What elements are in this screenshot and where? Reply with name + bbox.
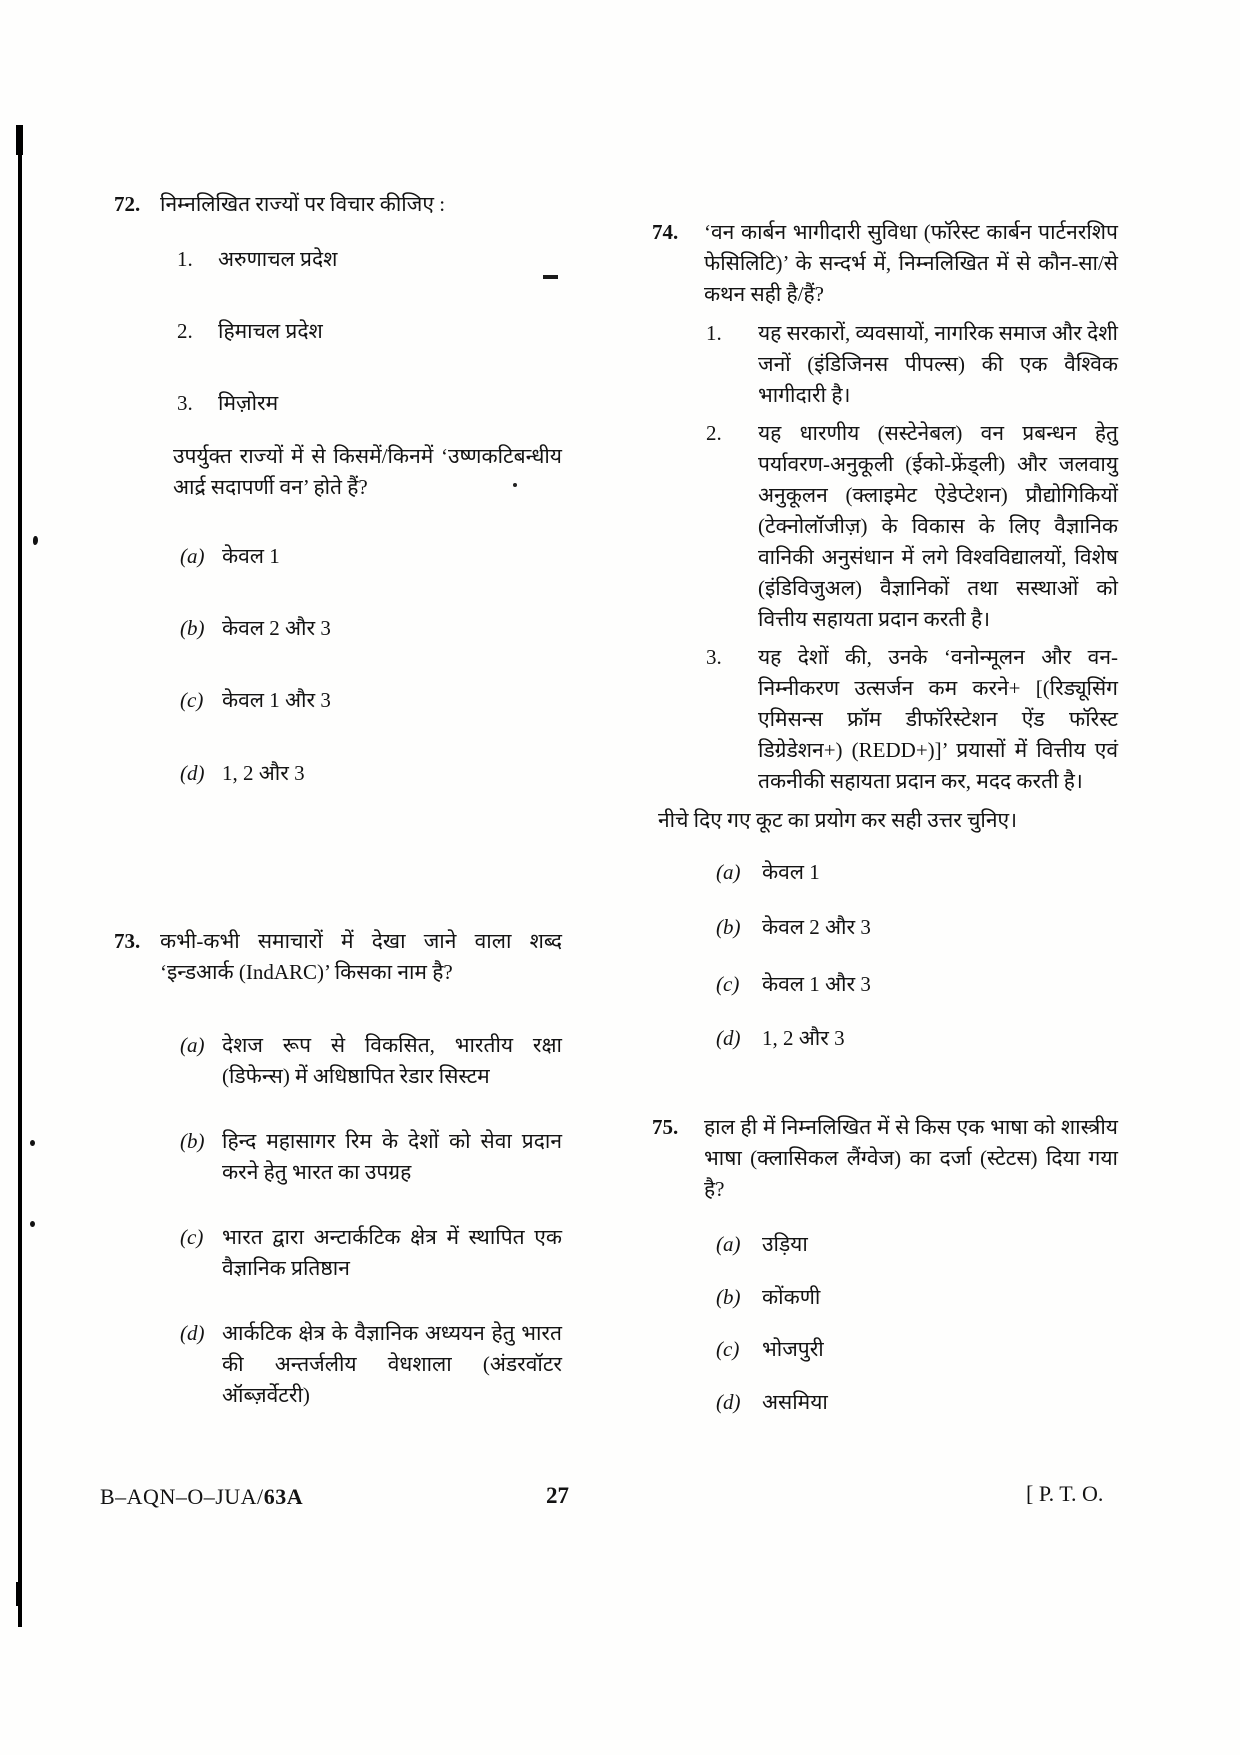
list-item-number: 1. [177,247,193,271]
page-number: 27 [546,1483,569,1508]
option-a [716,857,1118,888]
option-label: (c) [716,972,740,996]
booklet-code-text: B–AQN–O–JUA/ [100,1484,264,1509]
code-instruction: नीचे दिए गए कूट का प्रयोग कर सही उत्तर चुनिए। [658,808,1018,832]
question-body: उपर्युक्त राज्यों में से किसमें/किनमें ‘उष्णकटिबन्धीय आर्द्र सदापर्णी वन’ होते हैं? [173,444,562,499]
option-label: (a) [180,544,205,568]
left-column [100,189,562,1411]
option-c [180,1222,562,1284]
option-label: (a) [716,1232,741,1256]
option-label: (b) [716,1285,741,1309]
list-item [177,388,562,419]
option-d [716,1023,1118,1054]
option-label: (d) [180,761,205,785]
scan-edge-line [18,125,22,1627]
statement-1 [706,318,1118,411]
pto-label: [ P. T. O. [1026,1481,1104,1506]
scan-speck [33,536,38,545]
question-75 [650,1112,1118,1418]
booklet-code [100,1481,303,1512]
list-item [177,244,562,275]
question-74 [650,217,1118,1054]
question-number: 74. [652,220,679,244]
scan-speck [30,1140,35,1146]
question-body: हाल ही में निम्नलिखित में से किस एक भाषा को शास्त्रीय भाषा (क्लासिकल लैंग्वेज) का दर्जा (स्टेटस) दिया गया है? [704,1115,1118,1201]
option-b [716,912,1118,943]
statement-number: 3. [706,645,722,669]
option-text: भारत द्वारा अन्टार्कटिक क्षेत्र में स्थापित एक वैज्ञानिक प्रतिष्ठान [222,1225,562,1280]
question-72 [100,189,562,789]
list-item-number: 3. [177,391,193,415]
option-d [180,1318,562,1411]
statement-3 [706,642,1118,797]
option-text: 1, 2 और 3 [762,1026,845,1050]
question-intro: निम्नलिखित राज्यों पर विचार कीजिए : [160,192,446,216]
option-text: आर्कटिक क्षेत्र के वैज्ञानिक अध्ययन हेतु भारत की अन्तर्जलीय वेधशाला (अंडरवॉटर ऑब्ज़र्वेटरी) [222,1321,562,1407]
option-c [180,685,562,716]
question-number: 75. [652,1115,679,1139]
option-label: (c) [716,1337,740,1361]
option-text: केवल 1 और 3 [222,688,331,712]
list-item-text: अरुणाचल प्रदेश [218,247,338,271]
statement-text: यह धारणीय (सस्टेनेबल) वन प्रबन्धन हेतु पर्यावरण-अनुकूली (ईको-फ्रेंड्ली) और जलवायु अनुकूलन (क्लाइमेट ऐडेप्टेशन) प्रौद्योगिकियों (टेक्नोलॉजीज़) के विकास के लिए वैज्ञानिक वानिकी अनुसंधान में लगे विश्वविद्यालयों, विशेष (इंडिविजुअल) वैज्ञानिकों तथा सस्थाओं को वित्तीय सहायता प्रदान करती है। [758,421,1118,631]
option-text: केवल 1 और 3 [762,972,871,996]
statement-text: यह सरकारों, व्यवसायों, नागरिक समाज और देशी जनों (इंडिजिनस पीपल्स) की एक वैश्विक भागीदारी है। [758,321,1118,407]
option-b [716,1282,1118,1313]
option-c [716,1334,1118,1365]
option-label: (b) [180,616,205,640]
option-text: 1, 2 और 3 [222,761,305,785]
question-73 [100,926,562,1411]
statement-number: 2. [706,421,722,445]
option-text: देशज रूप से विकसित, भारतीय रक्षा (डिफेन्स) में अधिष्ठापित रेडार सिस्टम [222,1033,562,1088]
scan-edge-line-blob [16,1582,22,1606]
option-b [180,613,562,644]
option-text: केवल 1 [762,860,820,884]
scan-edge-line-cap [16,125,23,155]
option-label: (d) [716,1390,741,1414]
option-label: (d) [180,1321,205,1345]
option-text: असमिया [762,1390,828,1414]
question-number: 72. [114,192,141,216]
scan-speck [30,1221,35,1227]
question-number: 73. [114,929,141,953]
option-a [180,1030,562,1092]
option-a [180,541,562,572]
statement-2 [706,418,1118,635]
option-label: (c) [180,1225,204,1249]
option-c [716,969,1118,1000]
option-label: (a) [716,860,741,884]
option-label: (b) [180,1129,205,1153]
option-d [180,758,562,789]
list-item-number: 2. [177,319,193,343]
list-item-text: हिमाचल प्रदेश [218,319,323,343]
option-text: उड़िया [762,1232,808,1256]
question-body: कभी-कभी समाचारों में देखा जाने वाला शब्द ‘इन्डआर्क (IndARC)’ किसका नाम है? [160,929,562,984]
option-text: केवल 2 और 3 [762,915,871,939]
option-label: (a) [180,1033,205,1057]
option-text: कोंकणी [762,1285,821,1309]
list-item-text: मिज़ोरम [218,391,279,415]
option-d [716,1387,1118,1418]
option-label: (b) [716,915,741,939]
option-b [180,1126,562,1188]
option-text: केवल 2 और 3 [222,616,331,640]
option-label: (d) [716,1026,741,1050]
right-column [650,217,1118,1418]
booklet-code-series: 63A [263,1484,304,1509]
option-text: भोजपुरी [762,1337,824,1361]
question-body: ‘वन कार्बन भागीदारी सुविधा (फॉरेस्ट कार्बन पार्टनरशिप फेसिलिटि)’ के सन्दर्भ में, निम्नलिखित में से कौन-सा/से कथन सही है/हैं? [704,220,1118,306]
option-label: (c) [180,688,204,712]
option-text: हिन्द महासागर रिम के देशों को सेवा प्रदान करने हेतु भारत का उपग्रह [222,1129,562,1184]
statement-text: यह देशों की, उनके ‘वनोन्मूलन और वन-निम्नीकरण उत्सर्जन कम करने+ [(रिड्यूसिंग एमिसन्स फ्रॉम डीफॉरेस्टेशन ऐंड फॉरेस्ट डिग्रेडेशन+) (REDD+)]’ प्रयासों में वित्तीय एवं तकनीकी सहायता प्रदान कर, मदद करती है। [758,645,1118,793]
list-item [177,316,562,347]
statement-number: 1. [706,321,722,345]
option-text: केवल 1 [222,544,280,568]
option-a [716,1229,1118,1260]
